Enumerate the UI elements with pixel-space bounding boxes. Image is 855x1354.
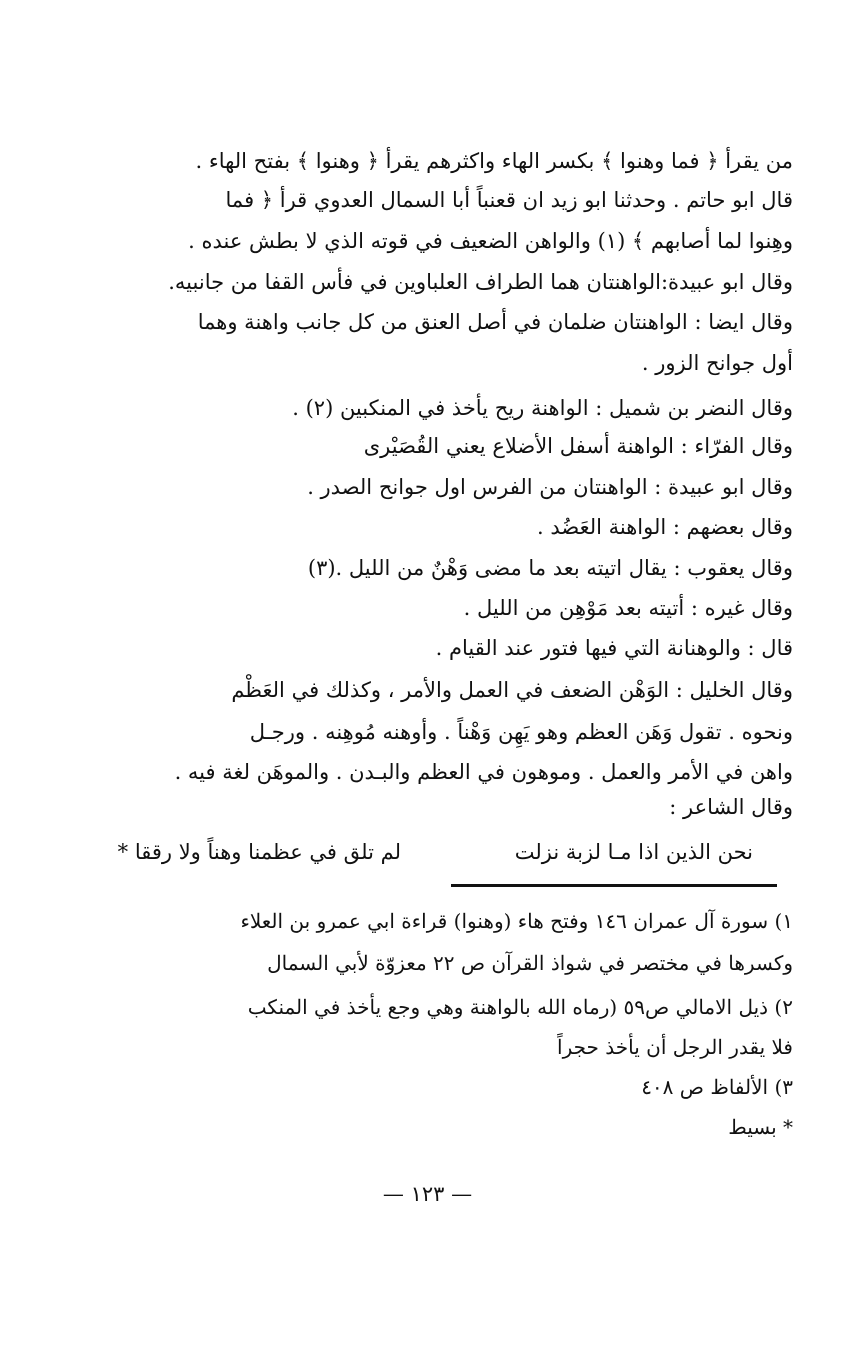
page-number: — ١٢٣ — — [382, 1182, 473, 1206]
footnote-line: فلا يقدر الرجل أن يأخذ حجراً — [557, 1035, 793, 1059]
body-line: وقال الشاعر : — [669, 795, 793, 819]
body-line: وقال يعقوب : يقال اتيته بعد ما مضى وَهْنٌ من الليل .(٣) — [307, 556, 793, 580]
body-line: قال ابو حاتم . وحدثنا ابو زيد ان قعنباً أبا السمال العدوي قرأ ﴿ فما — [225, 188, 793, 212]
verse-first-hemistich: نحن الذين اذا مـا لزبة نزلت — [514, 840, 753, 864]
body-line: ونحوه . تقول وَهَن العظم وهو يَهِن وَهْناً . وأوهنه مُوهِنه . ورجـل — [249, 720, 793, 744]
verse-second-hemistich: لم تلق في عظمنا وهناً ولا رققا * — [117, 840, 401, 864]
body-line: قال : والوهنانة التي فيها فتور عند القيام . — [435, 636, 793, 660]
body-line: وقال ايضا : الواهنتان ضلمان في أصل العنق من كل جانب واهنة وهما — [197, 310, 793, 334]
body-line: من يقرأ ﴿ فما وهنوا ﴾ بكسر الهاء واكثرهم يقرأ ﴿ وهنوا ﴾ بفتح الهاء . — [195, 149, 793, 173]
body-line: واهن في الأمر والعمل . وموهون في العظم والبـدن . والموهَن لغة فيه . — [174, 760, 793, 784]
footnote-line: ١) سورة آل عمران ١٤٦ وفتح هاء (وهنوا) قراءة ابي عمرو بن العلاء — [240, 909, 793, 933]
poetry-verse — [58, 832, 793, 872]
body-line: وهِنوا لما أصابهم ﴾ (١) والواهن الضعيف في قوته الذي لا بطش عنده . — [188, 229, 793, 253]
footnote-divider — [451, 884, 777, 887]
body-line: وقال بعضهم : الواهنة العَضُد . — [537, 515, 793, 539]
body-line: وقال غيره : أتيته بعد مَوْهِن من الليل . — [463, 596, 793, 620]
body-line: أول جوانح الزور . — [641, 351, 793, 375]
body-line: وقال الخليل : الوَهْن الضعف في العمل والأمر ، وكذلك في العَظْم — [231, 678, 793, 702]
body-line: وقال النضر بن شميل : الواهنة ريح يأخذ في المنكبين (٢) . — [292, 396, 793, 420]
footnote-line: ٢) ذيل الامالي ص٥٩ (رماه الله بالواهنة وهي وجع يأخذ في المنكب — [247, 995, 793, 1019]
body-line: وقال الفرّاء : الواهنة أسفل الأضلاع يعني القُصَيْرى — [363, 434, 793, 458]
body-line: وقال ابو عبيدة:الواهنتان هما الطراف العلباوين في فأس القفا من جانبيه. — [168, 270, 793, 294]
footnote-line: ٣) الألفاظ ص ٤٠٨ — [641, 1075, 793, 1099]
body-line: وقال ابو عبيدة : الواهنتان من الفرس اول جوانح الصدر . — [307, 475, 793, 499]
footnote-line: وكسرها في مختصر في شواذ القرآن ص ٢٢ معزوّة لأبي السمال — [267, 951, 793, 975]
footnote-line: * بسيط — [728, 1115, 793, 1139]
